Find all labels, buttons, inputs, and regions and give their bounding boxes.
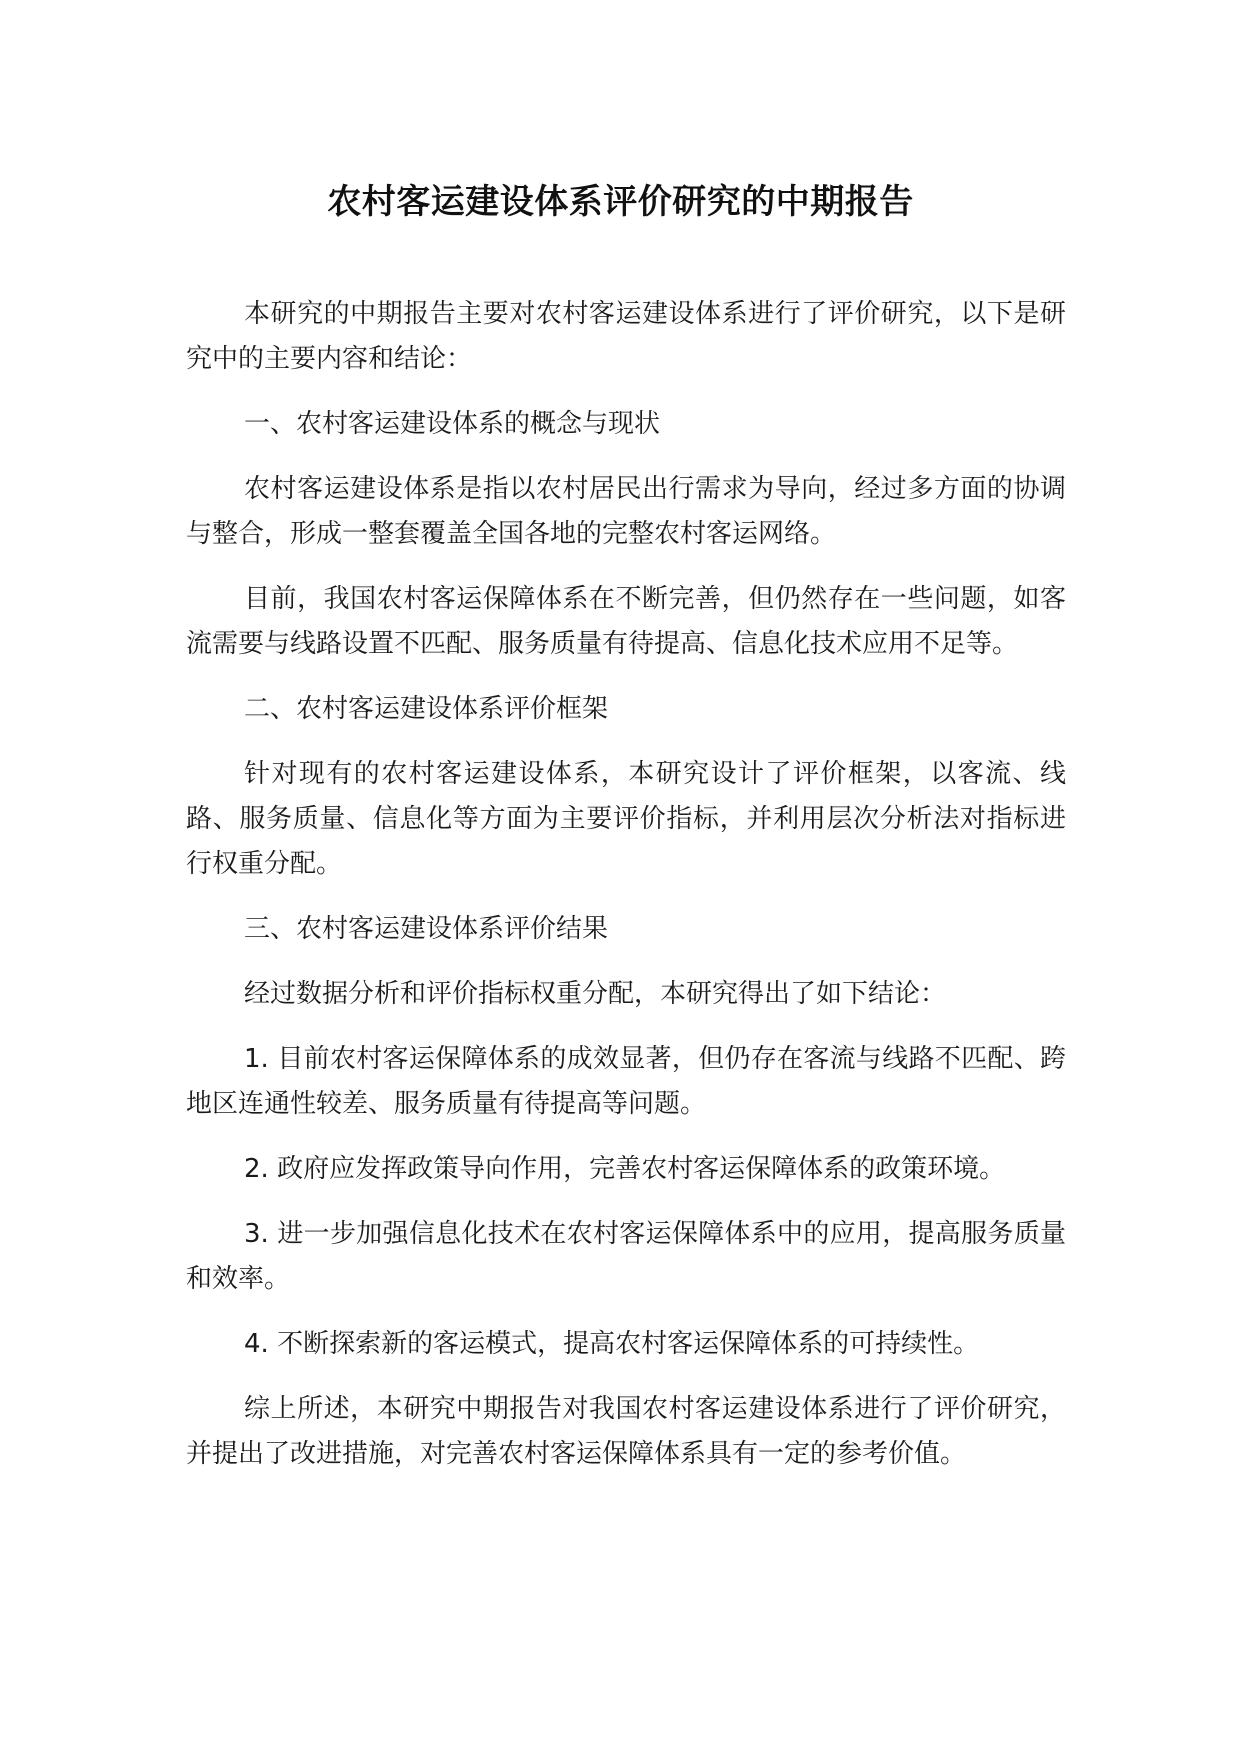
concept-paragraph: 农村客运建设体系是指以农村居民出行需求为导向，经过多方面的协调与整合，形成一整套覆盖全国各地的完整农村客运网络。 [186,474,1066,549]
conclusion-item-1: 1. 目前农村客运保障体系的成效显著，但仍存在客流与线路不匹配、跨地区连通性较差、服务质量有待提高等问题。 [186,1044,1066,1119]
section-heading-2: 二、农村客运建设体系评价框架 [244,694,609,724]
conclusion-item-2: 2. 政府应发挥政策导向作用，完善农村客运保障体系的政策环境。 [244,1154,1006,1184]
document-body [186,292,1066,1497]
section-heading-1: 一、农村客运建设体系的概念与现状 [244,409,661,439]
results-intro-paragraph: 经过数据分析和评价指标权重分配，本研究得出了如下结论： [244,979,947,1009]
document-title: 农村客运建设体系评价研究的中期报告 [327,182,914,222]
section-heading-3: 三、农村客运建设体系评价结果 [244,914,609,944]
conclusion-item-4: 4. 不断探索新的客运模式，提高农村客运保障体系的可持续性。 [244,1329,980,1359]
summary-paragraph: 综上所述，本研究中期报告对我国农村客运建设体系进行了评价研究，并提出了改进措施，对完善农村客运保障体系具有一定的参考价值。 [186,1394,1066,1469]
conclusion-item-3: 3. 进一步加强信息化技术在农村客运保障体系中的应用，提高服务质量和效率。 [186,1219,1066,1294]
status-paragraph: 目前，我国农村客运保障体系在不断完善，但仍然存在一些问题，如客流需要与线路设置不匹配、服务质量有待提高、信息化技术应用不足等。 [186,584,1066,659]
framework-paragraph: 针对现有的农村客运建设体系，本研究设计了评价框架，以客流、线路、服务质量、信息化等方面为主要评价指标，并利用层次分析法对指标进行权重分配。 [186,759,1066,879]
intro-paragraph: 本研究的中期报告主要对农村客运建设体系进行了评价研究，以下是研究中的主要内容和结论： [186,299,1066,374]
